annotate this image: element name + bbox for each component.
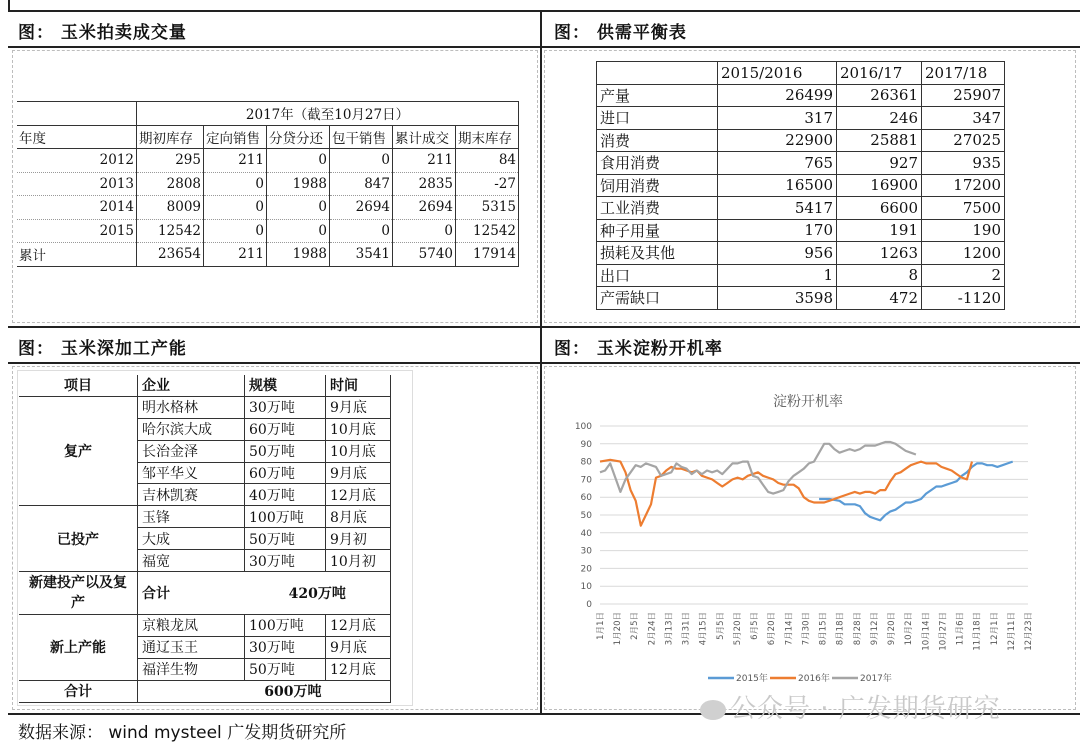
- cell: 12月底: [326, 484, 391, 506]
- x-tick-label: 10月14日: [921, 612, 932, 651]
- y-tick-label: 20: [580, 564, 592, 575]
- cell: 211: [204, 243, 267, 267]
- cell: 27025: [922, 129, 1005, 152]
- total-value: 600万吨: [138, 680, 326, 702]
- cell: 消费: [597, 129, 718, 152]
- cell: 9月底: [326, 462, 391, 484]
- balance-header: 2016/17: [837, 62, 922, 85]
- cell: 8: [837, 264, 922, 287]
- cell: 2694: [330, 196, 393, 220]
- table-row: [597, 174, 1005, 197]
- table-row: [597, 287, 1005, 310]
- cell: 吉林凯赛: [138, 484, 245, 506]
- cell: 工业消费: [597, 197, 718, 220]
- cell: 6600: [837, 197, 922, 220]
- series-line: [819, 462, 1013, 521]
- x-tick-label: 6月5日: [750, 612, 761, 640]
- watermark: [700, 688, 1001, 725]
- auction-header: 累计成交: [393, 125, 456, 149]
- table-row: [597, 129, 1005, 152]
- cell: 100万吨: [245, 615, 326, 637]
- cell: 211: [204, 149, 267, 173]
- cell: 12月底: [326, 615, 391, 637]
- cell: 472: [837, 287, 922, 310]
- cell: 1263: [837, 242, 922, 265]
- panel-title-auction: 图： 玉米拍卖成交量: [18, 23, 187, 43]
- cell: 50万吨: [245, 658, 326, 680]
- cell: 1: [718, 264, 837, 287]
- x-tick-label: 10月27日: [938, 612, 949, 651]
- cell: 0: [267, 219, 330, 243]
- cell: 10月底: [326, 440, 391, 462]
- x-tick-label: 11月18日: [972, 612, 983, 651]
- cell: -1120: [922, 287, 1005, 310]
- chart-series: [600, 442, 1013, 526]
- cell: 0: [204, 172, 267, 196]
- frame-top: [8, 10, 1080, 12]
- x-tick-label: 3月31日: [681, 612, 692, 646]
- cell: 5417: [718, 197, 837, 220]
- table-row: [597, 219, 1005, 242]
- cell: 30万吨: [245, 396, 326, 418]
- cell: 26361: [837, 84, 922, 107]
- cell: 50万吨: [245, 440, 326, 462]
- cell: 26499: [718, 84, 837, 107]
- cell: 10月底: [326, 418, 391, 440]
- x-tick-label: 11月6日: [955, 612, 966, 646]
- cell: 100万吨: [245, 506, 326, 528]
- cell: 邹平华义: [138, 462, 245, 484]
- cell: 哈尔滨大成: [138, 418, 245, 440]
- total-empty: [326, 680, 391, 702]
- chart-legend: [708, 672, 892, 684]
- cell: 12542: [456, 219, 519, 243]
- auction-header: 年度: [17, 125, 137, 149]
- auction-header: 包干销售: [330, 125, 393, 149]
- table-row: [597, 242, 1005, 265]
- cell: 1988: [267, 243, 330, 267]
- table-row: [19, 615, 391, 637]
- capacity-header: 企业: [138, 375, 245, 396]
- series-line: [600, 442, 916, 494]
- x-tick-label: 12月1日: [989, 612, 1000, 646]
- table-row: [597, 264, 1005, 287]
- cell: 5740: [393, 243, 456, 267]
- cell: 长治金泽: [138, 440, 245, 462]
- cell: 60万吨: [245, 462, 326, 484]
- cell: 17200: [922, 174, 1005, 197]
- frame-under-title-1: [8, 46, 1080, 48]
- cell: 30万吨: [245, 636, 326, 658]
- cell: 16500: [718, 174, 837, 197]
- table-row: [19, 572, 391, 615]
- x-tick-label: 8月15日: [818, 612, 829, 646]
- group-label: 复产: [19, 396, 138, 505]
- table-row: [17, 172, 519, 196]
- legend-label: 2016年: [798, 674, 830, 684]
- cell: 25881: [837, 129, 922, 152]
- x-tick-label: 1月20日: [613, 612, 624, 646]
- cell: 7500: [922, 197, 1005, 220]
- auction-table: [17, 101, 519, 267]
- x-tick-label: 4月15日: [698, 612, 709, 646]
- y-tick-label: 100: [574, 422, 592, 432]
- cell: 2808: [137, 172, 204, 196]
- table-row: [17, 149, 519, 173]
- y-tick-label: 10: [580, 582, 592, 593]
- cell: 2013: [17, 172, 137, 196]
- balance-header: 2015/2016: [718, 62, 837, 85]
- cell: 食用消费: [597, 152, 718, 175]
- x-tick-label: 3月13日: [664, 612, 675, 646]
- cell: 50万吨: [245, 528, 326, 550]
- table-row: [597, 152, 1005, 175]
- capacity-table: [19, 375, 391, 703]
- cell: 种子用量: [597, 219, 718, 242]
- cell: 84: [456, 149, 519, 173]
- capacity-header: 时间: [326, 375, 391, 396]
- cell: 8009: [137, 196, 204, 220]
- cell: 847: [330, 172, 393, 196]
- y-tick-label: 70: [580, 475, 592, 486]
- y-tick-label: 90: [580, 439, 592, 450]
- table-row: [17, 196, 519, 220]
- cell: 大成: [138, 528, 245, 550]
- cell: 0: [267, 196, 330, 220]
- balance-table: [596, 61, 1005, 310]
- cell: 5315: [456, 196, 519, 220]
- y-tick-label: 50: [580, 511, 592, 521]
- cell: 0: [393, 219, 456, 243]
- cell: 产量: [597, 84, 718, 107]
- cell: 2694: [393, 196, 456, 220]
- x-tick-label: 10月2日: [904, 612, 915, 646]
- cell: 191: [837, 219, 922, 242]
- table-row: [19, 680, 391, 702]
- cell: 317: [718, 107, 837, 130]
- cell: 0: [330, 149, 393, 173]
- y-tick-label: 60: [580, 493, 592, 504]
- watermark-text: 公众号 · 广发期货研究: [730, 694, 1001, 724]
- cell: 211: [393, 149, 456, 173]
- panel-title-starch: 图： 玉米淀粉开机率: [554, 339, 723, 359]
- frame-left-top: [8, 0, 10, 10]
- cell: 10月初: [326, 550, 391, 572]
- auction-group-header: 2017年（截至10月27日）: [137, 102, 519, 126]
- x-tick-label: 1月1日: [596, 612, 606, 640]
- panel-title-capacity: 图： 玉米深加工产能: [18, 339, 187, 359]
- legend-label: 2017年: [860, 674, 892, 684]
- cell: 9月初: [326, 528, 391, 550]
- cell: 935: [922, 152, 1005, 175]
- subtotal-name: 合计: [138, 572, 245, 615]
- cell: 347: [922, 107, 1005, 130]
- table-row: [17, 243, 519, 267]
- cell: 明水格林: [138, 396, 245, 418]
- x-tick-label: 12月23日: [1024, 612, 1034, 651]
- cell: 9月底: [326, 396, 391, 418]
- cell: 京粮龙凤: [138, 615, 245, 637]
- chart-grid: [600, 426, 1028, 604]
- cell: 40万吨: [245, 484, 326, 506]
- y-tick-label: 80: [580, 457, 592, 468]
- wechat-icon: [700, 700, 726, 720]
- cell: 12月底: [326, 658, 391, 680]
- cell: 2: [922, 264, 1005, 287]
- cell: 进口: [597, 107, 718, 130]
- table-row: [17, 219, 519, 243]
- cell: 出口: [597, 264, 718, 287]
- balance-header: [597, 62, 718, 85]
- cell: 2835: [393, 172, 456, 196]
- cell: 损耗及其他: [597, 242, 718, 265]
- table-row: [597, 84, 1005, 107]
- group-label: 已投产: [19, 506, 138, 572]
- x-tick-label: 7月30日: [801, 612, 812, 646]
- cell: 玉锋: [138, 506, 245, 528]
- cell: 0: [330, 219, 393, 243]
- x-tick-label: 7月14日: [784, 612, 795, 646]
- total-label: 合计: [64, 684, 92, 701]
- auction-header: 定向销售: [204, 125, 267, 149]
- cell: 饲用消费: [597, 174, 718, 197]
- x-tick-label: 2月24日: [647, 612, 658, 646]
- cell: 60万吨: [245, 418, 326, 440]
- group-label: 新上产能: [19, 615, 138, 681]
- auction-header: 期初库存: [137, 125, 204, 149]
- cell: 2012: [17, 149, 137, 173]
- cell: 12542: [137, 219, 204, 243]
- table-row: [597, 197, 1005, 220]
- subtotal-label: 新建投产以及复产: [29, 575, 127, 612]
- cell: 22900: [718, 129, 837, 152]
- cell: -27: [456, 172, 519, 196]
- x-tick-label: 5月20日: [732, 612, 743, 646]
- x-tick-label: 6月20日: [767, 612, 778, 646]
- cell: 927: [837, 152, 922, 175]
- auction-header: 分贷分还: [267, 125, 330, 149]
- starch-rate-chart: [560, 372, 1034, 692]
- table-row: [597, 107, 1005, 130]
- cell: 25907: [922, 84, 1005, 107]
- cell: 9月底: [326, 636, 391, 658]
- capacity-header: 规模: [245, 375, 326, 396]
- cell: 福宽: [138, 550, 245, 572]
- x-tick-label: 8月28日: [852, 612, 863, 646]
- cell: 956: [718, 242, 837, 265]
- cell: 0: [204, 219, 267, 243]
- legend-label: 2015年: [736, 674, 768, 684]
- table-row: [19, 506, 391, 528]
- cell: 产需缺口: [597, 287, 718, 310]
- cell: 福洋生物: [138, 658, 245, 680]
- x-tick-label: 2月5日: [630, 612, 641, 640]
- chart-title: 淀粉开机率: [773, 394, 843, 410]
- cell: 2015: [17, 219, 137, 243]
- frame-mid: [8, 326, 1080, 328]
- x-tick-label: 12月11日: [1006, 612, 1017, 651]
- x-tick-label: 8月18日: [835, 612, 846, 646]
- panel-title-balance: 图： 供需平衡表: [554, 23, 687, 43]
- y-axis-ticks: [575, 422, 592, 610]
- cell: 246: [837, 107, 922, 130]
- y-tick-label: 30: [580, 546, 592, 557]
- x-tick-label: 9月12日: [869, 612, 880, 646]
- x-tick-label: 9月20日: [887, 612, 898, 646]
- cell: 295: [137, 149, 204, 173]
- cell: 通辽玉王: [138, 636, 245, 658]
- cell: 170: [718, 219, 837, 242]
- table-row: [19, 396, 391, 418]
- x-tick-label: 5月5日: [715, 612, 726, 640]
- y-tick-label: 40: [580, 528, 592, 539]
- cell: 1200: [922, 242, 1005, 265]
- cell: 3541: [330, 243, 393, 267]
- subtotal-value: 420万吨: [245, 572, 391, 615]
- cell: 3598: [718, 287, 837, 310]
- cell: 累计: [17, 243, 137, 267]
- cell: 23654: [137, 243, 204, 267]
- cell: 0: [204, 196, 267, 220]
- balance-header: 2017/18: [922, 62, 1005, 85]
- cell: 2014: [17, 196, 137, 220]
- capacity-header: 项目: [64, 378, 92, 395]
- auction-header: 期末库存: [456, 125, 519, 149]
- frame-under-title-2: [8, 362, 1080, 364]
- cell: 0: [267, 149, 330, 173]
- cell: 30万吨: [245, 550, 326, 572]
- y-tick-label: 0: [586, 600, 592, 610]
- frame-divider: [540, 10, 542, 714]
- series-line: [600, 460, 972, 526]
- cell: 8月底: [326, 506, 391, 528]
- cell: 17914: [456, 243, 519, 267]
- cell: 1988: [267, 172, 330, 196]
- data-source: 数据来源： wind mysteel 广发期货研究所: [18, 723, 347, 743]
- x-axis-ticks: [596, 612, 1034, 651]
- cell: 765: [718, 152, 837, 175]
- cell: 16900: [837, 174, 922, 197]
- cell: 190: [922, 219, 1005, 242]
